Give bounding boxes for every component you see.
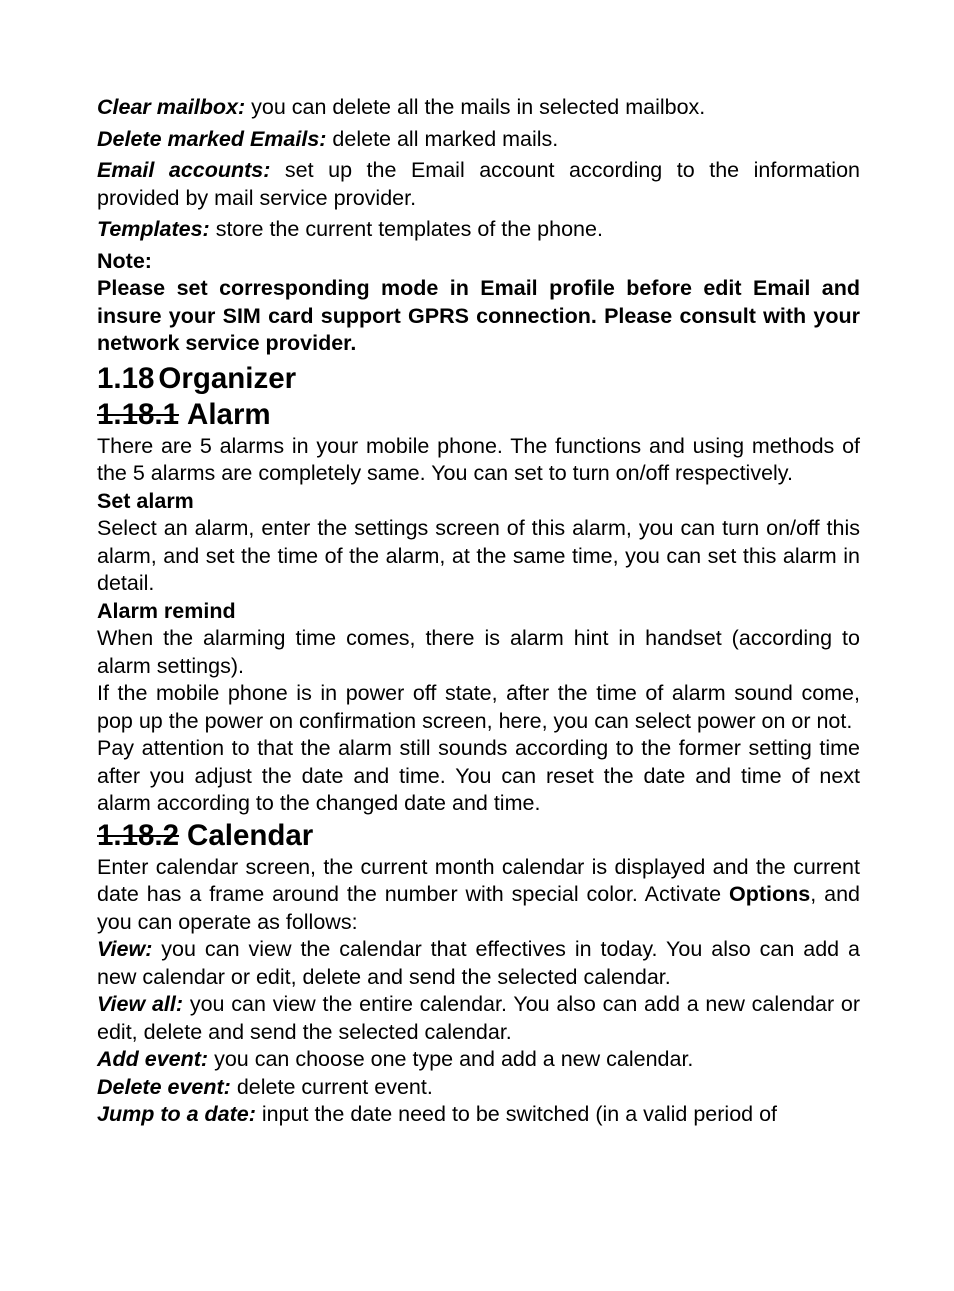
alarm-intro: There are 5 alarms in your mobile phone. The functions and using methods of the 5 alarms are completely same. You can set to turn on/off respectively.	[97, 433, 860, 485]
term: Jump to a date:	[97, 1102, 256, 1126]
description: you can choose one type and add a new calendar.	[208, 1047, 694, 1071]
term: Templates:	[97, 217, 210, 241]
description: delete all marked mails.	[326, 126, 559, 151]
description: delete current event.	[230, 1074, 433, 1099]
subsection-title: Alarm	[187, 397, 271, 431]
intro-text: , and you can operate as follows:	[97, 882, 860, 934]
term: Delete marked Emails:	[97, 126, 327, 151]
calendar-item-jump-to-date	[97, 1101, 860, 1129]
document-page	[97, 94, 860, 1129]
calendar-item-view-all	[97, 991, 860, 1046]
description: you can delete all the mails in selected mailbox.	[245, 95, 706, 119]
description: you can view the calendar that effectives in today. You also can add a new calendar or edit, delete and send the selected calendar.	[97, 937, 860, 989]
term: Add event:	[97, 1047, 209, 1071]
description: you can view the entire calendar. You also can add a new calendar or edit, delete and send the selected calendar.	[97, 992, 861, 1044]
alarm-remind-heading: Alarm remind	[97, 598, 236, 623]
term: View:	[97, 937, 153, 961]
description: store the current templates of the phone.	[209, 217, 603, 241]
email-item-delete-marked	[97, 126, 860, 154]
email-item-clear-mailbox	[97, 94, 860, 122]
options-keyword: Options	[729, 882, 811, 906]
calendar-item-view	[97, 936, 860, 991]
subsection-heading-alarm	[97, 397, 860, 433]
description: set up the Email account according to the information provided by mail service provider.	[97, 158, 860, 210]
set-alarm-heading: Set alarm	[97, 488, 194, 513]
note-label: Note:	[97, 248, 152, 273]
subsection-number: 1.18.1	[97, 397, 180, 431]
term: Email accounts:	[97, 158, 271, 182]
alarm-remind-paragraph: Pay attention to that the alarm still sounds according to the former setting time after you adjust the date and time. You can reset the date and time of next alarm according to the changed date and time.	[97, 736, 860, 815]
section-heading-organizer	[97, 361, 860, 397]
subsection-number: 1.18.2	[97, 818, 180, 852]
subsection-heading-calendar	[97, 818, 860, 854]
note-body: Please set corresponding mode in Email profile before edit Email and insure your SIM card support GPRS connection. Please consult with your network service provider.	[97, 276, 860, 355]
email-item-templates	[97, 216, 860, 244]
section-number: 1.18	[97, 361, 155, 395]
set-alarm-text: Select an alarm, enter the settings screen of this alarm, you can turn on/off this alarm, and set the time of the alarm, at the same time, you can set this alarm in detail.	[97, 516, 860, 595]
description: input the date need to be switched (in a valid period of	[255, 1102, 778, 1126]
calendar-item-add-event	[97, 1046, 860, 1074]
intro-text: Enter calendar screen, the current month calendar is displayed and the current date has a frame around the number with special color. Activate	[97, 854, 860, 906]
section-title: Organizer	[158, 361, 297, 395]
term: View all:	[97, 992, 184, 1016]
calendar-item-delete-event	[97, 1074, 860, 1102]
calendar-intro	[97, 854, 860, 937]
alarm-remind-paragraph: If the mobile phone is in power off state, after the time of alarm sound come, pop up the power on confirmation screen, here, you can select power on or not.	[97, 681, 860, 733]
term: Delete event:	[97, 1074, 231, 1099]
term: Clear mailbox:	[97, 95, 246, 119]
alarm-remind-paragraph: When the alarming time comes, there is alarm hint in handset (according to alarm settings).	[97, 626, 860, 678]
subsection-title: Calendar	[187, 818, 314, 852]
email-item-email-accounts	[97, 157, 860, 212]
